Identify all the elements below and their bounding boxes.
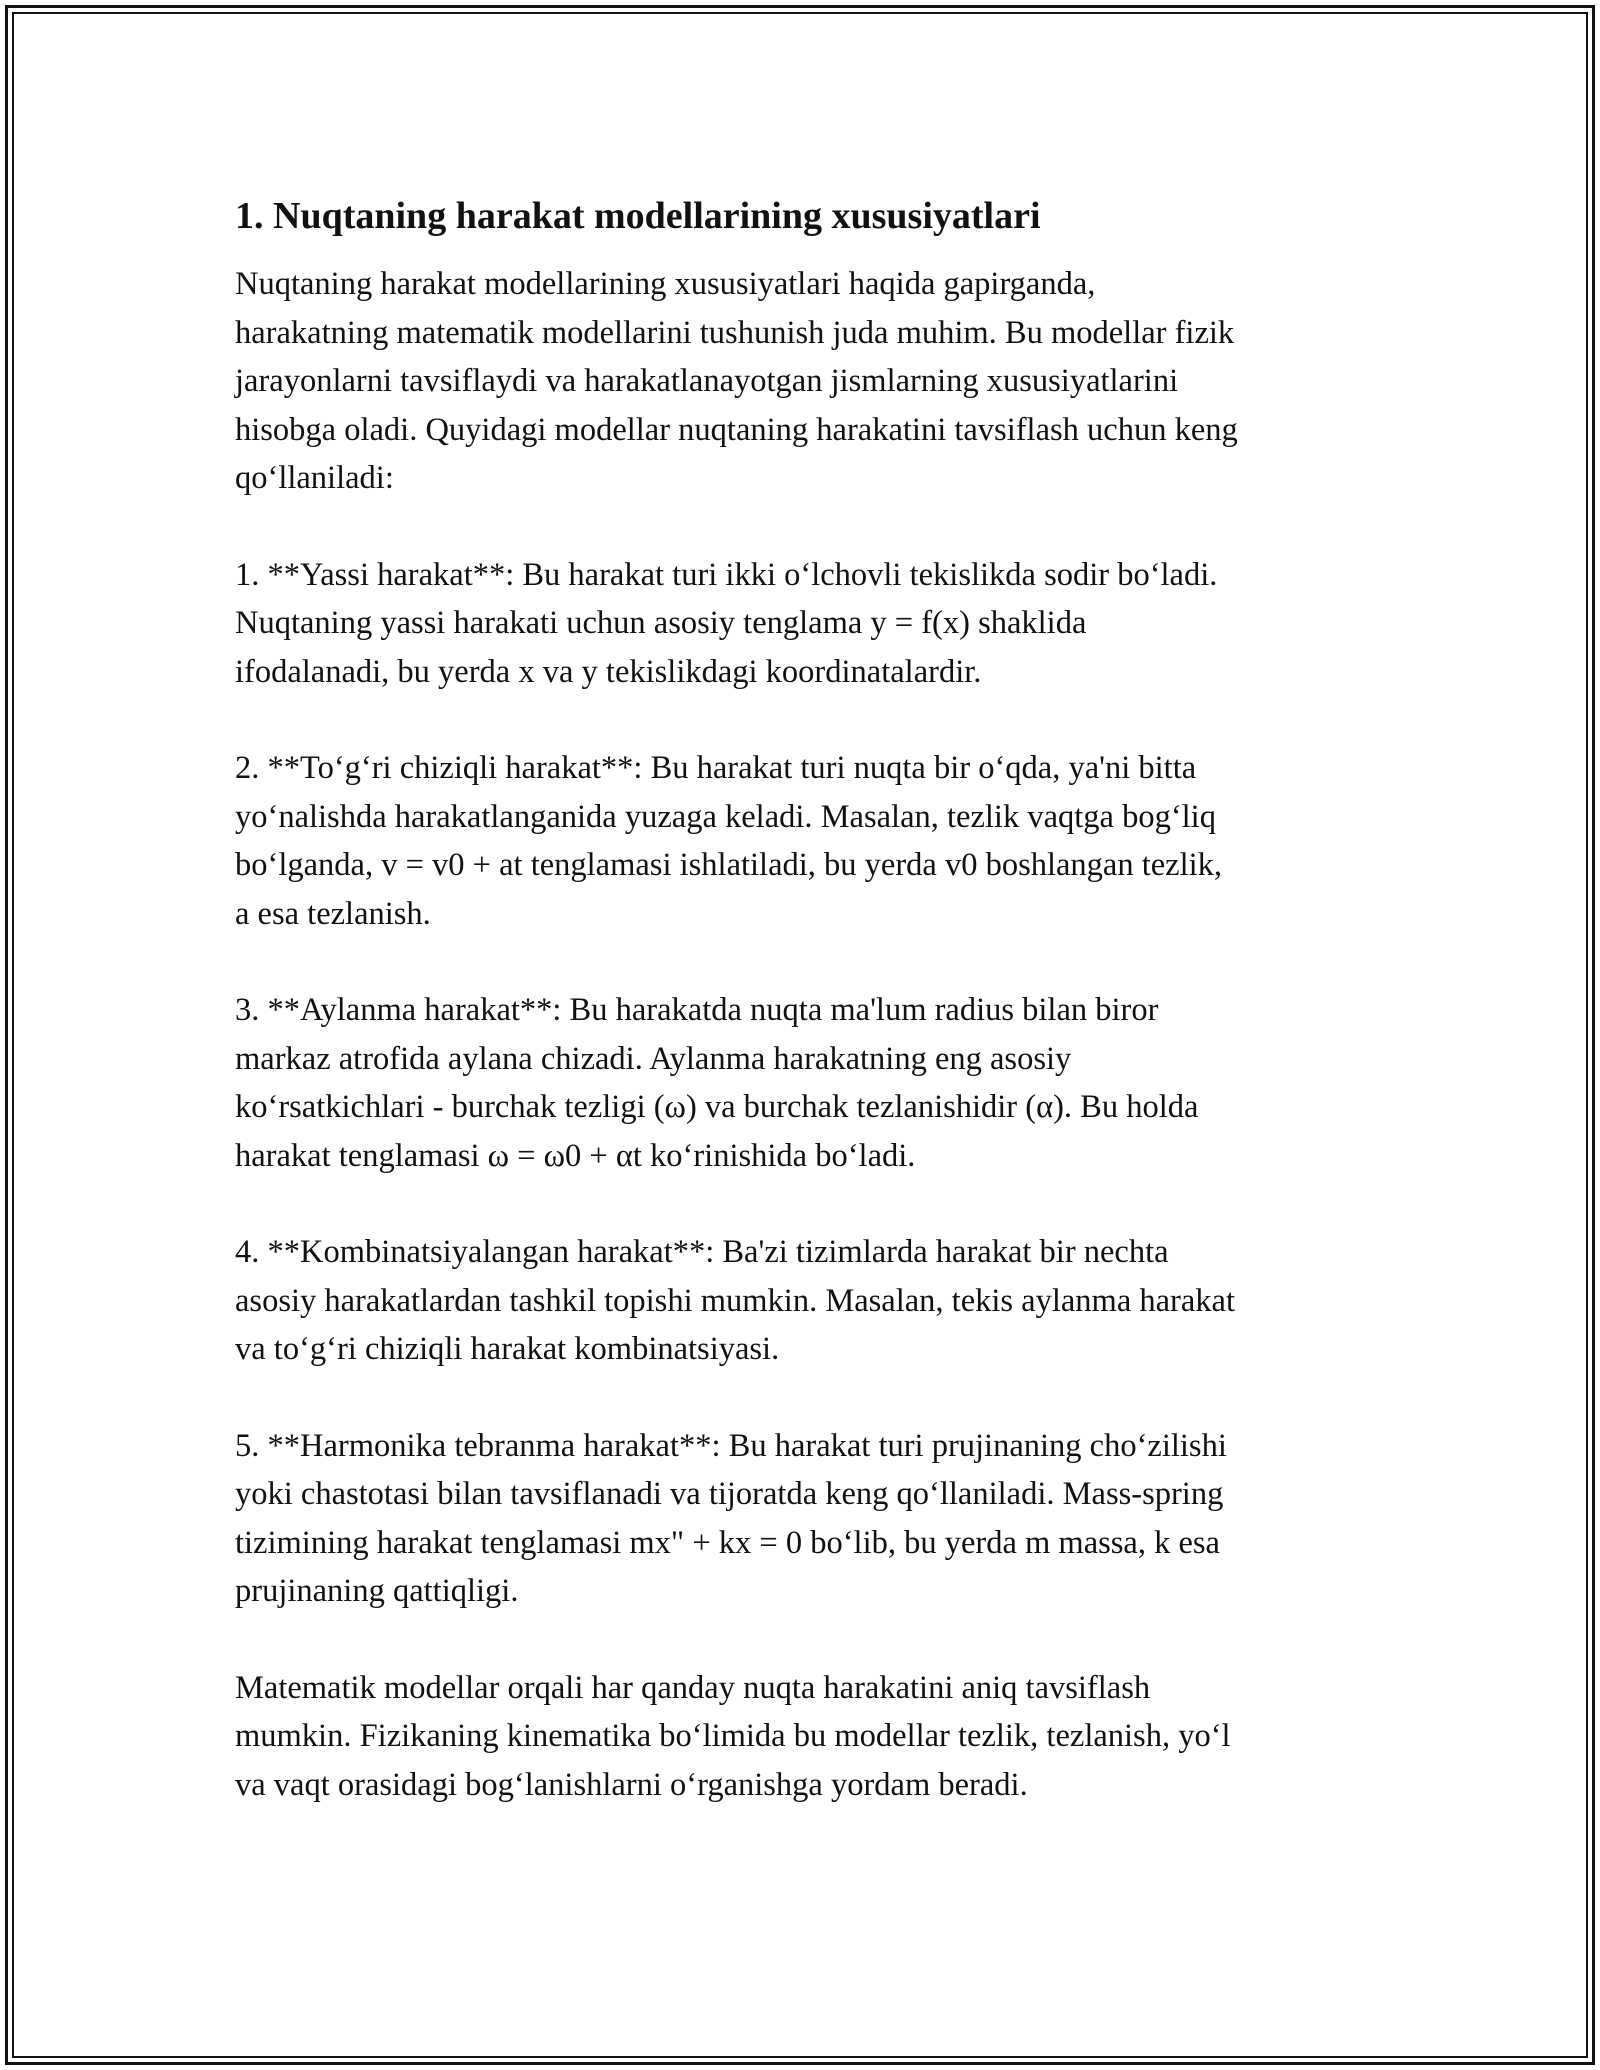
list-item-togri-chiziqli-harakat: 2. **To‘g‘ri chiziqli harakat**: Bu harakat turi nuqta bir o‘qda, ya'ni bitta yo‘nalishda harakatlanganida yuzaga keladi. Masalan, tezlik vaqtga bog‘liq bo‘lganda, v = v0 + at tenglamasi ishlatiladi, bu yerda v0 boshlangan tezlik, a esa tezlanish. (235, 750, 1223, 932)
list-item-aylanma-harakat: 3. **Aylanma harakat**: Bu harakatda nuqta ma'lum radius bilan biror markaz atrofida aylana chizadi. Aylanma harakatning eng asosiy ko‘rsatkichlari - burchak tezligi (ω) va burchak tezlanishidir (α). Bu holda harakat tenglamasi ω = ω0 + αt ko‘rinishida bo‘ladi. (235, 992, 1199, 1174)
list-item-kombinatsiyalangan-harakat: 4. **Kombinatsiyalangan harakat**: Ba'zi tizimlarda harakat bir nechta asosiy harakatlardan tashkil topishi mumkin. Masalan, tekis aylanma harakat va to‘g‘ri chiziqli harakat kombinatsiyasi. (235, 1234, 1236, 1367)
conclusion-paragraph: Matematik modellar orqali har qanday nuqta harakatini aniq tavsiflash mumkin. Fizikaning kinematika bo‘limida bu modellar tezlik, tezlanish, yo‘l va vaqt orasidagi bog‘lanishlarni o‘rganishga yordam beradi. (235, 1669, 1231, 1803)
intro-paragraph: Nuqtaning harakat modellarining xususiyatlari haqida gapirganda, harakatning matematik modellarini tushunish juda muhim. Bu modellar fizik jarayonlarni tavsiflaydi va harakatlanayotgan jismlarning xususiyatlarini hisobga oladi. Quyidagi modellar nuqtaning harakatini tavsiflash uchun keng qo‘llaniladi: (235, 266, 1238, 496)
document-body (235, 180, 1375, 1857)
page-title: 1. Nuqtaning harakat modellarining xususiyatlari (235, 195, 1041, 237)
list-item-yassi-harakat: 1. **Yassi harakat**: Bu harakat turi ikki o‘lchovli tekislikda sodir bo‘ladi. Nuqtaning yassi harakati uchun asosiy tenglama y = f(x) shaklida ifodalanadi, bu yerda x va y tekislikdagi koordinatalardir. (235, 556, 1218, 690)
list-item-harmonika-tebranma-harakat: 5. **Harmonika tebranma harakat**: Bu harakat turi prujinaning cho‘zilishi yoki chastotasi bilan tavsiflanadi va tijoratda keng qo‘llaniladi. Mass-spring tizimining harakat tenglamasi mx" + kx = 0 bo‘lib, bu yerda m massa, k esa prujinaning qattiqligi. (235, 1427, 1227, 1609)
